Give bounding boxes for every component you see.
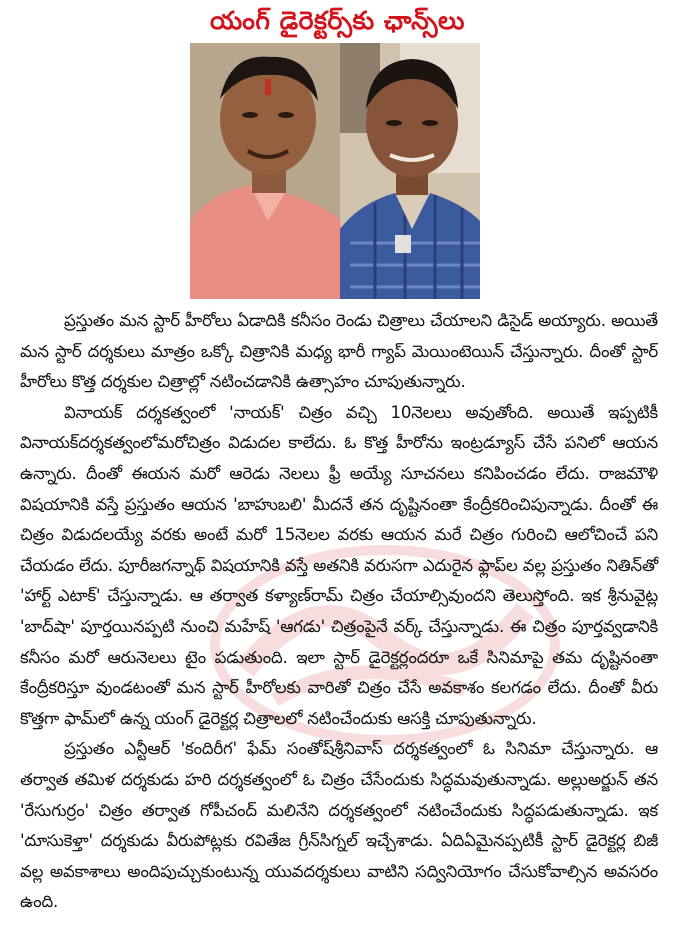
article-photo [190, 43, 480, 299]
two-men-photo [190, 43, 480, 299]
headline: యంగ్ డైరెక్టర్స్‌కు ఛాన్స్‌లు [210, 6, 465, 35]
paragraph-3: ప్రస్తుతం ఎన్టీఆర్ 'కందిరీగ' ఫేమ్ సంతోష్‌శ్రీనివాస్ దర్శకత్వంలో ఓ సినిమా చేస్తున్నారు. ఆ తర్వాత తమిళ దర్శకుడు హరి దర్శకత్వంలో ఓ చిత్రం చేసేందుకు సిద్ధమవుతున్నాడు. అల్లుఅర్జున్ తన 'రేసుగుర్రం' చిత్రం తర్వాత గోపీచంద్ మలినేని దర్శకత్వంలో నటించేందుకు సిద్ధపడుతున్నాడు. ఇక 'దూసుకెళ్తా' దర్శకుడు వీరుపోట్లకు రవితేజ గ్రీన్‌సిగ్నల్ ఇచ్చేశాడు. ఏదిఏమైనప్పటికీ స్టార్ డైరెక్టర్ల బిజీ వల్ల అవకాశాలు అందిపుచ్చుకుంటున్న యువదర్శకులు వాటిని సద్వినియోగం చేసుకోవాల్సిన అవసరం ఉంది. [20, 739, 658, 912]
paragraph-1: ప్రస్తుతం మన స్టార్ హీరోలు ఏడాదికి కనీసం రెండు చిత్రాలు చేయాలని డిసైడ్ అయ్యారు. అయితే మన స్టార్ దర్శకులు మాత్రం ఒక్కో చిత్రానికి మధ్య భారీ గ్యాప్ మెయింటెయిన్ చేస్తున్నారు. దీంతో స్టార్ హీరోలు కొత్త దర్శకుల చిత్రాల్లో నటించడానికి ఉత్సాహం చూపుతున్నారు. [20, 311, 658, 392]
paragraph-2: వినాయక్ దర్శకత్వంలో 'నాయక్' చిత్రం వచ్చి 10నెలలు అవుతోంది. అయితే ఇప్పటికీ వినాయక్‌దర్శకత్వంలోమరోచిత్రం విడుదల కాలేదు. ఓ కొత్త హీరోను ఇంట్రడ్యూస్ చేసే పనిలో ఆయన ఉన్నారు. దీంతో ఈయన మరో ఆరెడు నెలలు ఫ్రీ అయ్యే సూచనలు కనిపించడం లేదు. రాజమౌళి విషయానికి వస్తే ప్రస్తుతం ఆయన 'బాహుబలి' మీదనే తన దృష్టినంతా కేంద్రీకరించిపున్నాడు. దీంతో ఈ చిత్రం విడుదలయ్యే వరకు అంటే మరో 15నెలల వరకు ఆయన మరే చిత్రం గురించి ఆలోచించే పని చేయడం లేదు. పూరీజగన్నాథ్ విషయానికి వస్తే అతనికి వరుసగా ఎదురైన ఫ్లాప్‌ల వల్ల ప్రస్తుతం నితిన్‌తో 'హార్ట్ ఎటాక్' చేస్తున్నాడు. ఆ తర్వాత కళ్యాణ్‌రామ్ చిత్రం చేయాల్సివుందని తెలుస్తోంది. ఇక శ్రీనువైట్ల 'బాద్‌షా' పూర్తయినప్పటి నుంచి మహేష్ 'ఆగడు' చిత్రంపైనే వర్క్ చేస్తున్నాడు. ఈ చిత్రం పూర్తవ్వడానికి కనీసం మరో ఆరునెలలు టైం పడుతుంది. ఇలా స్టార్ డైరెక్టర్లందరూ ఒకే సినిమాపై తమ దృష్టినంతా కేంద్రీకరిస్తూ వుండటంతో మన స్టార్ హీరోలకు వారితో చిత్రం చేసే అవకాశం కలగడం లేదు. దీంతో వీరు కొత్తగా ఫామ్‌లో ఉన్న యంగ్ డైరెక్టర్ల చిత్రాలలో నటించేందుకు ఆసక్తి చూపుతున్నారు. [20, 402, 658, 728]
article-body [20, 306, 658, 918]
